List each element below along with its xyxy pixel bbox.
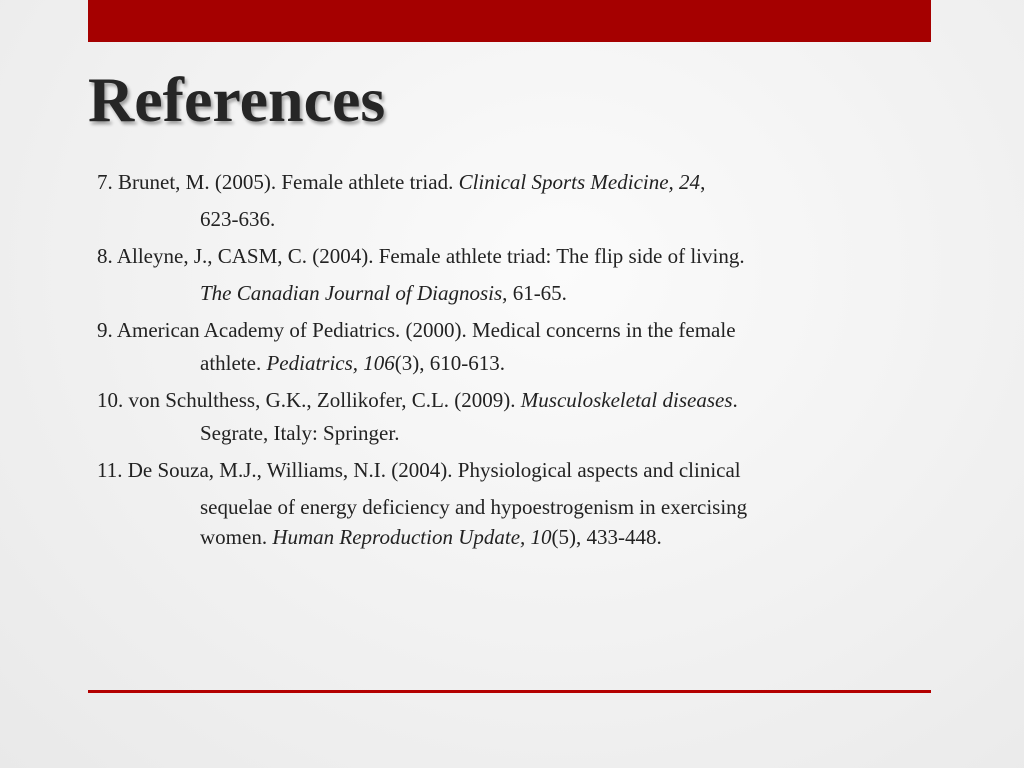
bottom-divider-line <box>88 690 931 693</box>
reference-text: 9. American Academy of Pediatrics. (2000). Medical concerns in the female <box>97 318 736 342</box>
reference-continuation: Segrate, Italy: Springer. <box>200 421 400 445</box>
reference-text: athlete. <box>200 351 267 375</box>
reference-item-10 <box>97 388 917 445</box>
reference-text: (5), 433-448. <box>551 525 662 549</box>
reference-item-9 <box>97 318 917 375</box>
reference-text: (3), 610-613. <box>394 351 506 375</box>
reference-text: 7. Brunet, M. (2005). Female athlete triad. <box>97 170 459 194</box>
top-accent-bar <box>88 0 931 42</box>
reference-text: 8. Alleyne, J., CASM, C. (2004). Female athlete triad: The flip side of living. <box>97 244 745 268</box>
slide-title: References <box>88 64 386 135</box>
reference-item-7 <box>97 170 917 231</box>
reference-continuation: 623-636. <box>200 207 276 231</box>
reference-text: 10. von Schulthess, G.K., Zollikofer, C.L. (2009). <box>97 388 521 412</box>
reference-continuation <box>200 351 917 375</box>
reference-item-11 <box>97 458 917 549</box>
reference-text: , <box>700 170 706 194</box>
reference-continuation: sequelae of energy deficiency and hypoestrogenism in exercising <box>200 495 748 519</box>
reference-continuation <box>200 525 917 549</box>
reference-journal: Clinical Sports Medicine, 24 <box>458 170 701 194</box>
reference-journal: The Canadian Journal of Diagnosis, <box>200 281 508 305</box>
reference-text: women. <box>200 525 273 549</box>
reference-text: 61-65. <box>507 281 567 305</box>
reference-journal: Musculoskeletal diseases <box>520 388 733 412</box>
reference-journal: Pediatrics, 106 <box>266 351 395 375</box>
reference-journal: Human Reproduction Update, 10 <box>272 525 552 549</box>
reference-text: 11. De Souza, M.J., Williams, N.I. (2004). Physiological aspects and clinical <box>97 458 741 482</box>
reference-text: . <box>732 388 738 412</box>
reference-list <box>97 170 917 562</box>
reference-item-8 <box>97 244 917 305</box>
reference-continuation <box>200 281 917 305</box>
